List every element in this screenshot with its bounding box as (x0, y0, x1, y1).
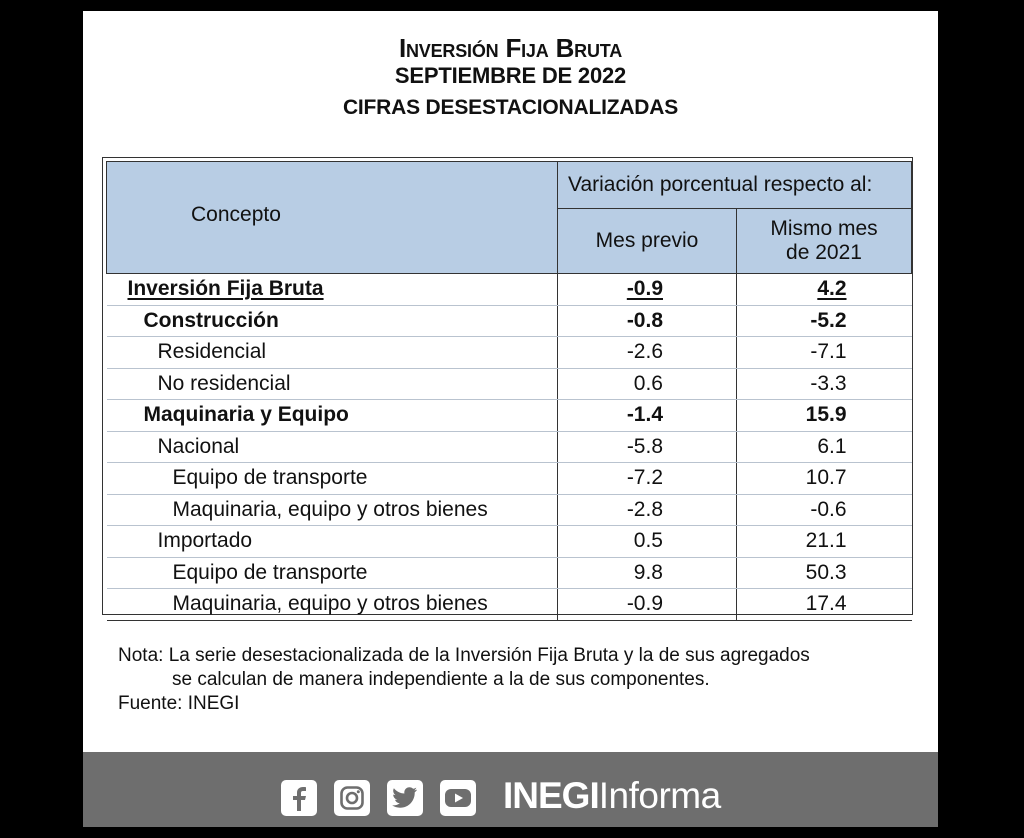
row-value-prev: -0.9 (558, 589, 737, 621)
table-row (107, 274, 912, 306)
facebook-icon[interactable] (281, 780, 317, 816)
row-value-prev: 0.5 (558, 526, 737, 558)
table-row (107, 494, 912, 526)
twitter-icon[interactable] (387, 780, 423, 816)
header-mes-previo: Mes previo (558, 209, 737, 274)
table-row (107, 305, 912, 337)
row-value-same: 4.2 (817, 277, 847, 301)
row-value-same: -7.1 (737, 337, 912, 369)
header-concepto: Concepto (107, 162, 558, 274)
row-value-prev: -5.8 (558, 431, 737, 463)
instagram-icon[interactable] (334, 780, 370, 816)
table-row (107, 589, 912, 621)
header-mismo-mes-line1: Mismo mes (770, 217, 878, 240)
table-row (107, 368, 912, 400)
data-table (106, 161, 912, 621)
row-value-prev: 9.8 (558, 557, 737, 589)
data-table-frame (102, 157, 913, 615)
table-row (107, 431, 912, 463)
row-value-same: -0.6 (737, 494, 912, 526)
footer-bar (83, 752, 938, 827)
row-value-same: 21.1 (737, 526, 912, 558)
row-value-prev: -2.6 (558, 337, 737, 369)
source-line: Fuente: INEGI (118, 693, 240, 714)
row-label: Nacional (107, 431, 558, 463)
row-label: Maquinaria, equipo y otros bienes (107, 494, 558, 526)
series-subtitle: CIFRAS DESESTACIONALIZADAS (342, 96, 679, 119)
table-row (107, 557, 912, 589)
header-variacion: Variación porcentual respecto al: (558, 162, 912, 209)
footnote-line2: se calculan de manera independiente a la de sus componentes. (172, 669, 710, 690)
row-value-prev: -0.8 (558, 305, 737, 337)
row-value-same: 15.9 (737, 400, 912, 432)
period-subtitle: SEPTIEMBRE DE 2022 (394, 63, 627, 88)
row-value-prev: -7.2 (558, 463, 737, 495)
social-icons (281, 780, 476, 816)
row-label: Maquinaria, equipo y otros bienes (107, 589, 558, 621)
row-label: Equipo de transporte (107, 557, 558, 589)
row-value-prev: -2.8 (558, 494, 737, 526)
row-value-same: 10.7 (737, 463, 912, 495)
header-mismo-mes-line2: de 2021 (786, 241, 862, 264)
row-value-prev: 0.6 (558, 368, 737, 400)
row-label: Construcción (107, 305, 558, 337)
row-label: Equipo de transporte (107, 463, 558, 495)
row-label: Inversión Fija Bruta (127, 277, 324, 301)
row-value-same: 17.4 (737, 589, 912, 621)
row-label: Maquinaria y Equipo (107, 400, 558, 432)
row-value-prev: -0.9 (626, 277, 663, 301)
header-mismo-mes (737, 209, 912, 274)
brand-bold: INEGI (503, 775, 599, 816)
row-value-same: 6.1 (737, 431, 912, 463)
table-row (107, 337, 912, 369)
row-label: No residencial (107, 368, 558, 400)
footnote (118, 644, 810, 716)
row-value-same: -5.2 (737, 305, 912, 337)
page-title: Inversión Fija Bruta (398, 33, 622, 63)
brand-logo (503, 776, 721, 816)
brand-light: Informa (598, 775, 721, 816)
row-label: Importado (107, 526, 558, 558)
row-value-same: 50.3 (737, 557, 912, 589)
table-row (107, 526, 912, 558)
table-row (107, 463, 912, 495)
row-label: Residencial (107, 337, 558, 369)
row-value-prev: -1.4 (558, 400, 737, 432)
table-row (107, 400, 912, 432)
youtube-icon[interactable] (440, 780, 476, 816)
footnote-line1: Nota: La serie desestacionalizada de la Inversión Fija Bruta y la de sus agregados (118, 645, 810, 666)
infographic-card (83, 11, 938, 752)
row-value-same: -3.3 (737, 368, 912, 400)
